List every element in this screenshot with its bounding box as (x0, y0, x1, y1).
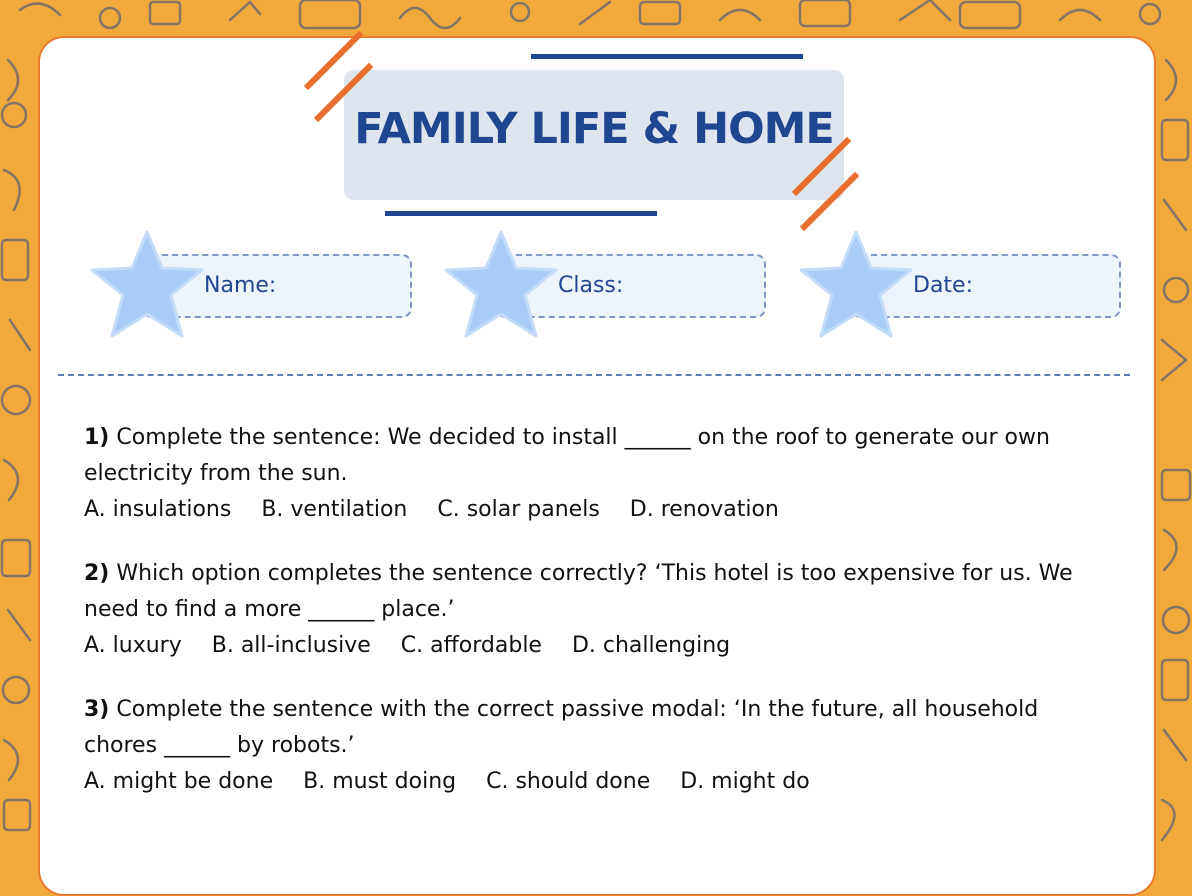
page-title: FAMILY LIFE & HOME (354, 104, 834, 154)
date-field[interactable] (795, 250, 1130, 324)
option-d[interactable]: D. renovation (629, 497, 779, 522)
option-b[interactable]: B. all-inclusive (211, 633, 371, 658)
name-field[interactable] (86, 250, 421, 324)
bottom-navy-bar (385, 211, 657, 216)
option-c[interactable]: C. should done (486, 769, 651, 794)
option-a[interactable]: A. luxury (84, 633, 182, 658)
question-number: 3) (84, 697, 110, 722)
name-label: Name: (204, 273, 277, 298)
question-number: 2) (84, 561, 110, 586)
option-d[interactable]: D. challenging (571, 633, 731, 658)
section-divider (58, 374, 1130, 376)
question-1 (84, 420, 1084, 528)
option-c[interactable]: C. solar panels (437, 497, 600, 522)
option-a[interactable]: A. insulations (84, 497, 232, 522)
class-field[interactable] (440, 250, 775, 324)
option-b[interactable]: B. ventilation (261, 497, 408, 522)
question-prompt: Complete the sentence with the correct passive modal: ‘In the future, all household chores ______ by robots.’ (84, 697, 1039, 758)
title-banner (0, 0, 1192, 240)
star-icon (440, 228, 562, 346)
star-icon (795, 228, 917, 346)
option-c[interactable]: C. affordable (400, 633, 542, 658)
question-prompt: Which option completes the sentence correctly? ‘This hotel is too expensive for us. We need to find a more ______ place.’ (84, 561, 1073, 622)
answer-options (84, 492, 1084, 528)
question-text (84, 556, 1084, 628)
top-navy-bar (531, 54, 803, 59)
question-text (84, 420, 1084, 492)
answer-options (84, 764, 1084, 800)
question-3 (84, 692, 1084, 800)
answer-options (84, 628, 1084, 664)
option-a[interactable]: A. might be done (84, 769, 274, 794)
star-icon (86, 228, 208, 346)
date-label: Date: (913, 273, 973, 298)
option-b[interactable]: B. must doing (303, 769, 457, 794)
class-label: Class: (558, 273, 624, 298)
question-prompt: Complete the sentence: We decided to install ______ on the roof to generate our own electricity from the sun. (84, 425, 1050, 486)
question-2 (84, 556, 1084, 664)
option-d[interactable]: D. might do (680, 769, 810, 794)
question-number: 1) (84, 425, 110, 450)
question-list (84, 420, 1084, 800)
question-text (84, 692, 1084, 764)
